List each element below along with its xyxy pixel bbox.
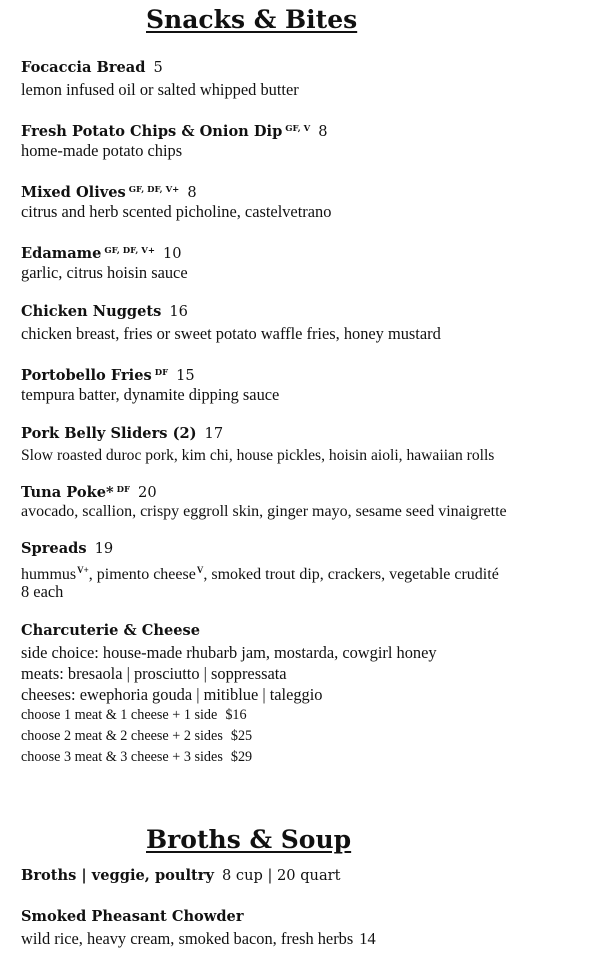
menu-item-mixed-olives	[21, 180, 331, 222]
item-name: Charcuterie & Cheese	[21, 622, 201, 639]
charcuterie-option	[21, 726, 437, 747]
item-price: 19	[94, 540, 114, 557]
side-choice-line: side choice: house-made rhubarb jam, mostarda, cowgirl honey	[21, 643, 437, 662]
desc-text: , pimento cheese	[88, 566, 196, 583]
item-name: Broths | veggie, poultry	[21, 867, 214, 884]
menu-item-spreads	[21, 539, 499, 602]
item-description-line2: 8 each	[21, 582, 64, 601]
item-price: 17	[204, 425, 224, 442]
item-description: Slow roasted duroc pork, kim chi, house pickles, hoisin aioli, hawaiian rolls	[21, 447, 495, 464]
item-name: Smoked Pheasant Chowder	[21, 908, 244, 925]
item-name: Mixed Olives	[21, 184, 126, 201]
item-price: 8 cup | 20 quart	[221, 867, 341, 884]
item-description: garlic, citrus hoisin sauce	[21, 263, 188, 282]
item-name: Tuna Poke*	[21, 484, 114, 501]
dietary-tag: GF, DF, V+	[128, 185, 180, 195]
item-description: citrus and herb scented picholine, castelvetrano	[21, 202, 332, 221]
menu-item-portobello-fries	[21, 363, 279, 405]
item-name: Spreads	[21, 540, 87, 557]
item-name: Fresh Potato Chips & Onion Dip	[21, 123, 283, 140]
item-description: avocado, scallion, crispy eggroll skin, ginger mayo, sesame seed vinaigrette	[21, 503, 507, 520]
section-title-broths: Broths & Soup	[146, 825, 352, 854]
dietary-tag: GF, DF, V+	[104, 246, 155, 256]
item-description: lemon infused oil or salted whipped butter	[21, 80, 299, 99]
item-name: Focaccia Bread	[21, 59, 146, 76]
item-description: chicken breast, fries or sweet potato waffle fries, honey mustard	[21, 324, 441, 343]
meats-line: meats: bresaola | prosciutto | soppressata	[21, 664, 287, 683]
option-label: choose 2 meat & 2 cheese + 2 sides	[21, 728, 223, 744]
item-description: tempura batter, dynamite dipping sauce	[21, 385, 280, 404]
dietary-tag: V+	[77, 565, 89, 575]
option-price: $25	[230, 728, 253, 744]
menu-item-pheasant-chowder	[21, 907, 376, 949]
option-price: $16	[225, 707, 247, 723]
item-description	[21, 560, 499, 581]
item-description: home-made potato chips	[21, 141, 183, 160]
section-title-snacks: Snacks & Bites	[146, 5, 358, 34]
menu-item-charcuterie	[21, 621, 437, 768]
item-price: 15	[176, 367, 195, 384]
item-name: Edamame	[21, 245, 102, 262]
item-price: 10	[162, 245, 182, 262]
option-label: choose 1 meat & 1 cheese + 1 side	[21, 707, 218, 723]
dietary-tag: V	[196, 565, 204, 575]
menu-item-pork-belly-sliders	[21, 424, 494, 466]
item-name: Pork Belly Sliders (2)	[21, 425, 197, 442]
option-label: choose 3 meat & 3 cheese + 3 sides	[21, 749, 223, 765]
item-name: Chicken Nuggets	[21, 303, 162, 320]
menu-item-chicken-nuggets	[21, 302, 441, 344]
item-description	[21, 928, 376, 949]
item-price: 5	[153, 59, 163, 76]
dietary-tag: GF, V	[285, 124, 311, 134]
item-price: 8	[187, 184, 197, 201]
item-name: Portobello Fries	[21, 367, 152, 384]
menu-item-broths	[21, 866, 341, 886]
desc-text: wild rice, heavy cream, smoked bacon, fresh herbs	[21, 929, 354, 948]
desc-text: , smoked trout dip, crackers, vegetable crudité	[203, 566, 499, 583]
item-price: 20	[138, 484, 157, 501]
option-price: $29	[230, 749, 253, 765]
menu-item-potato-chips	[21, 119, 328, 161]
dietary-tag: DF	[154, 368, 169, 378]
desc-text: hummus	[21, 566, 77, 583]
menu-item-focaccia	[21, 58, 299, 100]
cheeses-line: cheeses: ewephoria gouda | mitiblue | taleggio	[21, 685, 323, 704]
item-price: 8	[318, 123, 328, 140]
item-price: 16	[169, 303, 188, 320]
menu-item-edamame	[21, 241, 188, 283]
charcuterie-option	[21, 747, 437, 768]
charcuterie-option	[21, 705, 437, 726]
dietary-tag: DF	[116, 485, 131, 495]
menu-item-tuna-poke	[21, 480, 507, 522]
item-price: 14	[359, 929, 376, 948]
